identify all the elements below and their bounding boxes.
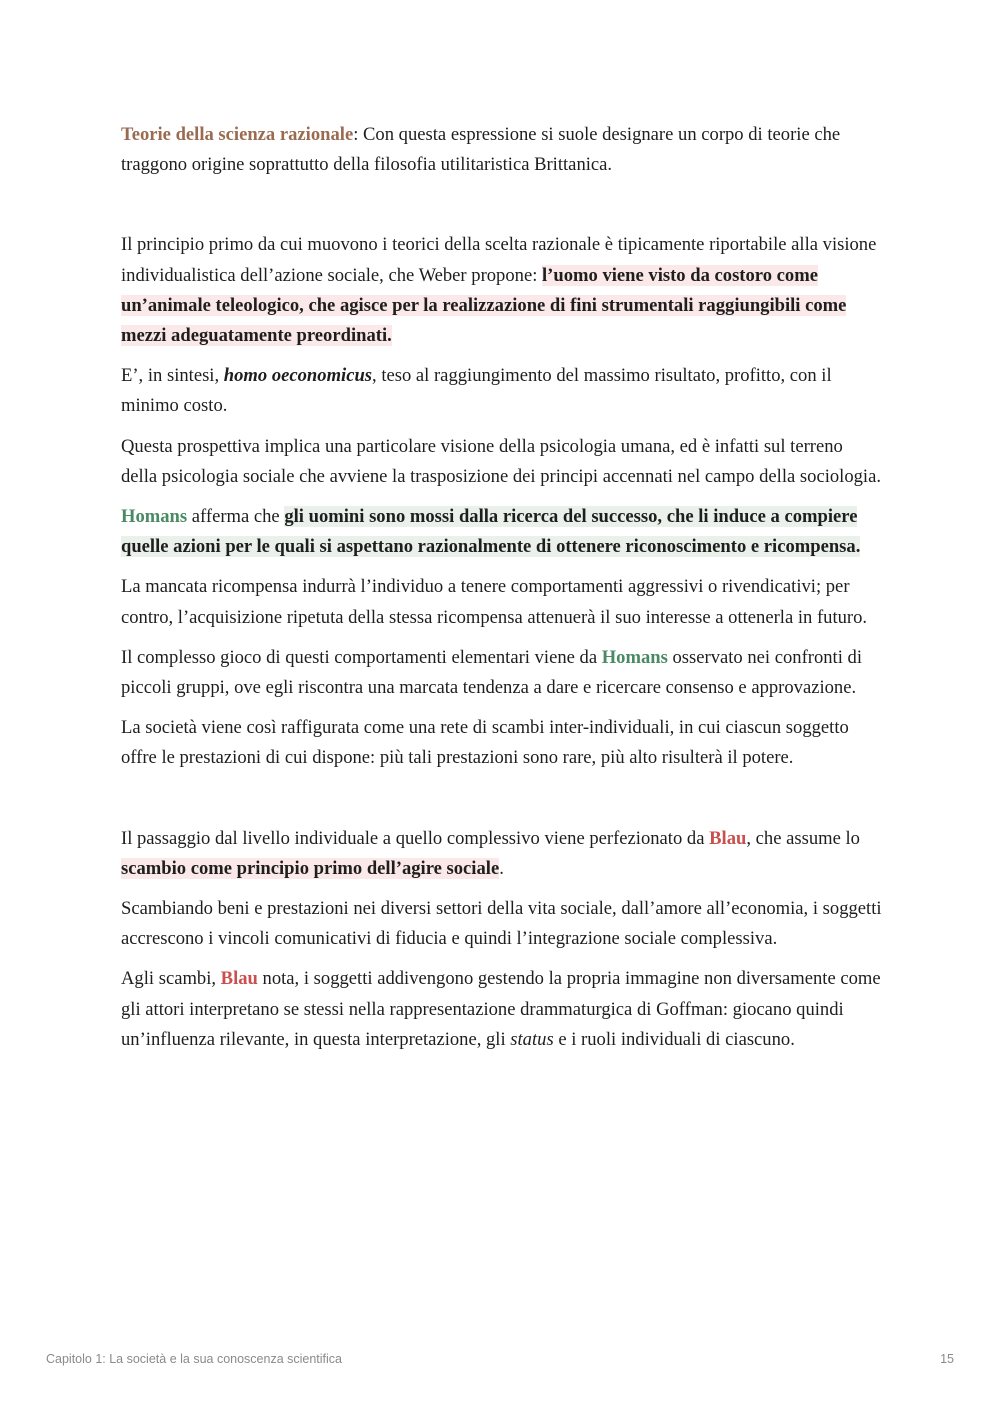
footer-page-number: 15 <box>940 1352 954 1366</box>
paragraph-text: Il complesso gioco di questi comportamenti elementari viene da <box>121 646 602 668</box>
section-gap <box>121 190 883 230</box>
paragraph-homo-oeconomicus <box>121 361 883 421</box>
paragraph-ricompensa <box>121 572 883 632</box>
paragraph-text: : Con questa espressione si suole designare un corpo di teorie che traggono origine soprattutto della filosofia utilitaristica Brittanica. <box>121 124 841 176</box>
section-gap <box>121 784 883 824</box>
name-blau: Blau <box>220 968 258 990</box>
paragraph-text: La società viene così raffigurata come una rete di scambi inter-individuali, in cui ciascun soggetto offre le prestazioni di cui dispone: più tali prestazioni sono rare, più alto risulterà il potere. <box>121 717 849 769</box>
paragraph-text: Agli scambi, <box>121 968 221 990</box>
paragraph-blau-scambio <box>121 824 883 884</box>
paragraph-goffman <box>121 964 883 1055</box>
paragraph-text: osservato nei confronti di piccoli gruppi, ove egli riscontra una marcata tendenza a dare e ricercare consenso e approvazione. <box>121 646 862 699</box>
paragraph-definition <box>121 120 883 180</box>
paragraph-principio <box>121 230 883 351</box>
paragraph-text: Il principio primo da cui muovono i teorici della scelta razionale è tipicamente riportabile alla visione individualistica dell’azione sociale, che Weber propone: <box>121 234 877 286</box>
paragraph-text: E’, in sintesi, <box>121 365 224 387</box>
paragraph-text: nota, i soggetti addivengono gestendo la propria immagine non diversamente come gli attori interpretano se stessi nella rappresentazione drammaturgica di Goffman: giocano quindi un’influenza rilevante, in questa interpretazione, gli <box>121 968 881 1050</box>
paragraph-psicologia <box>121 432 883 492</box>
name-homans: Homans <box>601 646 668 668</box>
document-body <box>121 120 883 1065</box>
paragraph-text: Questa prospettiva implica una particolare visione della psicologia umana, ed è infatti sul terreno della psicologia sociale che avviene la trasposizione dei principi accennati nel campo della sociologia. <box>121 435 881 487</box>
highlighted-text: scambio come principio primo dell’agire sociale <box>121 857 500 879</box>
highlighted-text: gli uomini sono mossi dalla ricerca del successo, che li induce a compiere quelle azioni per le quali si aspettano razionalmente di ottenere riconoscimento e ricompensa. <box>121 506 861 558</box>
paragraph-text: , teso al raggiungimento del massimo risultato, profitto, con il minimo costo. <box>121 365 832 417</box>
paragraph-text: La mancata ricompensa indurrà l’individuo a tenere comportamenti aggressivi o rivendicativi; per contro, l’acquisizione ripetuta della stessa ricompensa attenuerà il suo interesse a ottenerla in futuro. <box>121 576 868 628</box>
emphasis-homo-oeconomicus: homo oeconomicus <box>223 365 373 387</box>
highlighted-text: l’uomo viene visto da costoro come un’animale teleologico, che agisce per la realizzazione di fini strumentali raggiungibili come mezzi adeguatamente preordinati. <box>121 264 847 347</box>
paragraph-rete-scambi <box>121 713 883 773</box>
paragraph-text: e i ruoli individuali di ciascuno. <box>553 1028 795 1050</box>
paragraph-text: . <box>499 857 504 879</box>
paragraph-beni-prestazioni <box>121 894 883 954</box>
term-teorie-scienza-razionale: Teorie della scienza razionale <box>121 124 354 145</box>
paragraph-text: Scambiando beni e prestazioni nei diversi settori della vita sociale, dall’amore all’economia, i soggetti accrescono i vincoli comunicativi di fiducia e quindi l’integrazione sociale complessiva. <box>121 898 882 950</box>
name-blau: Blau <box>709 827 747 849</box>
paragraph-text: afferma che <box>187 506 285 528</box>
paragraph-homans-afferma <box>121 502 883 562</box>
paragraph-text: , che assume lo <box>746 827 860 849</box>
name-homans: Homans <box>121 506 188 528</box>
emphasis-status: status <box>510 1028 554 1050</box>
footer-chapter-title: Capitolo 1: La società e la sua conoscenza scientifica <box>46 1352 343 1366</box>
paragraph-text: Il passaggio dal livello individuale a quello complessivo viene perfezionato da <box>121 827 710 849</box>
paragraph-piccoli-gruppi <box>121 643 883 703</box>
